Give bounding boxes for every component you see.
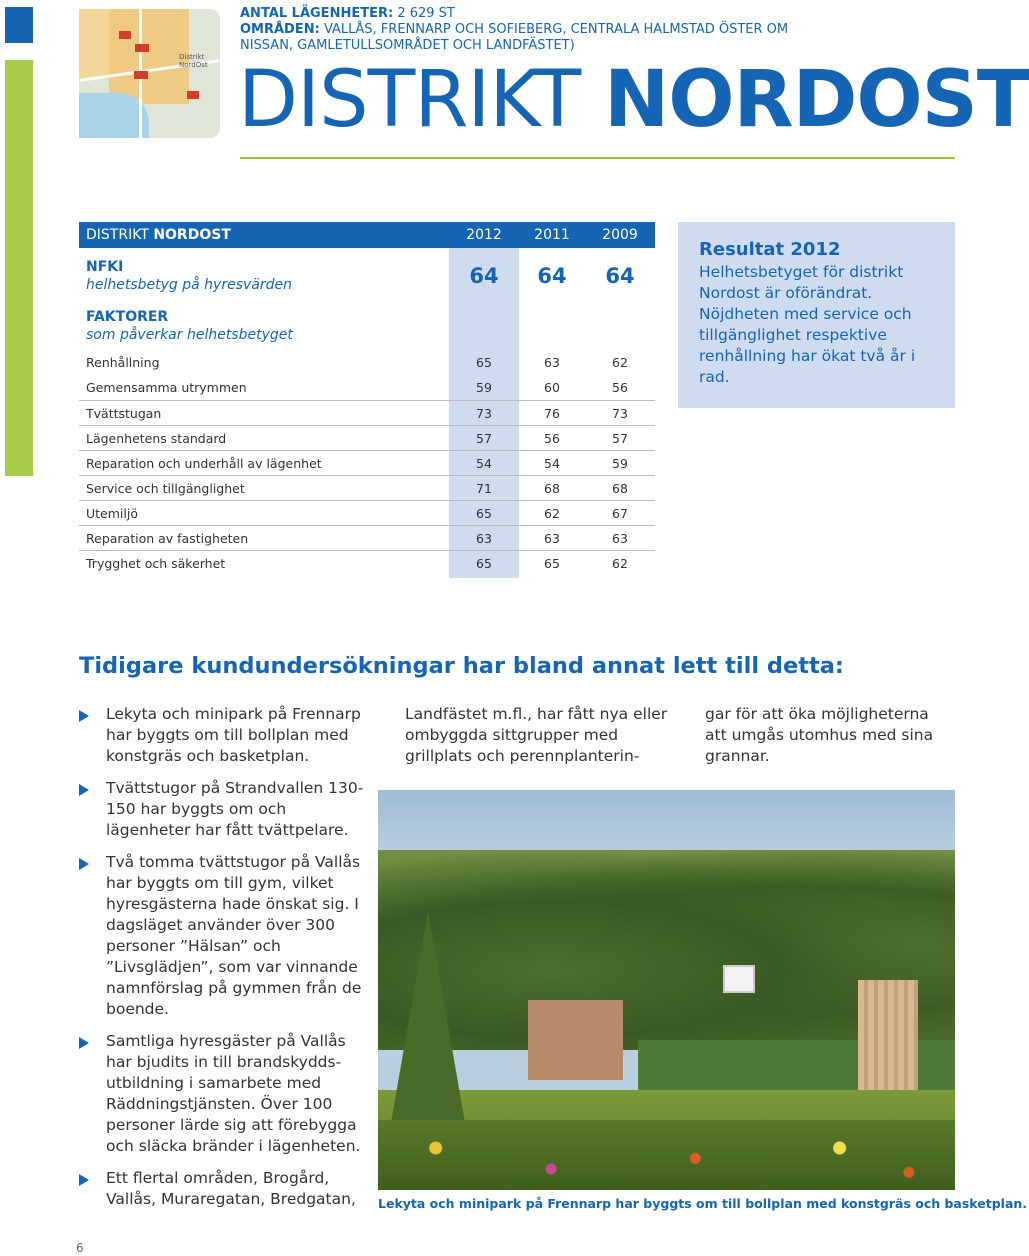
- score-table: [79, 222, 655, 571]
- page-number: 6: [76, 1241, 84, 1255]
- nfki-2012: 64: [469, 264, 499, 288]
- table-row: Gemensamma utrymmen 59 60 56: [86, 380, 628, 395]
- map-district-label: Distrikt NordOst: [179, 53, 208, 70]
- table-row: Lägenhetens standard 57 56 57: [79, 425, 655, 450]
- list-item: Två tomma tvättstugor på Vallås har byggts om till gym, vilket hyresgästerna hade önskat sig. I dagsläget använder över 300 personer ”Hälsan” och ”Livsglädjen”, som var vinnande namnförslag på gymmen från de boende.: [79, 852, 369, 1020]
- table-row: Tvättstugan 73 76 73: [79, 400, 655, 425]
- nfki-2009: 64: [605, 264, 635, 288]
- district-map: [79, 9, 220, 138]
- arrow-bullet-icon: [79, 858, 89, 870]
- body-column-3: gar för att öka möjligheterna att umgås utomhus med sina grannar.: [705, 705, 934, 765]
- year-2012: 2012: [466, 227, 502, 243]
- body-column-2: Landfästet m.fl., har fått nya eller ombyggda sittgrupper med grillplats och perennplanterin-: [405, 705, 668, 765]
- table-row: Reparation och underhåll av lägenhet 54 54 59: [79, 450, 655, 475]
- side-accent-bar: [5, 60, 33, 476]
- list-item: Lekyta och minipark på Frennarp har byggts om till bollplan med konstgräs och basketplan.: [79, 704, 369, 767]
- areas-value-2: NISSAN, GAMLETULLSOMRÅDET OCH LANDFÄSTET): [240, 38, 575, 53]
- table-row: Utemiljö 65 62 67: [79, 500, 655, 525]
- result-heading: Resultat 2012: [699, 239, 841, 260]
- areas-value-1: VALLÅS, FRENNARP OCH SOFIEBERG, CENTRALA HALMSTAD ÖSTER OM: [323, 22, 789, 37]
- table-row: Renhållning 65 63 62: [86, 355, 628, 370]
- title-thin: DISTRIKT: [238, 55, 581, 145]
- section-title: Tidigare kundundersökningar har bland annat lett till detta:: [79, 653, 844, 679]
- corner-block: [5, 7, 33, 43]
- result-text: Helhetsbetyget för distrikt Nordost är oförändrat. Nöjdheten med service och tillgänglighet respektive renhållning har ökat två år i rad.: [699, 263, 916, 386]
- table-row: Reparation av fastigheten 63 63 63: [79, 525, 655, 550]
- areas-label: OMRÅDEN:: [240, 22, 320, 37]
- park-photo: [378, 790, 955, 1190]
- page-title: [238, 55, 1029, 145]
- header-meta: [240, 6, 800, 54]
- arrow-bullet-icon: [79, 1037, 89, 1049]
- result-box: [678, 222, 955, 408]
- table-row: Service och tillgänglighet 71 68 68: [79, 475, 655, 500]
- title-divider: [240, 157, 955, 159]
- year-2009: 2009: [602, 227, 638, 243]
- table-header: DISTRIKT NORDOST 2012 2011 2009: [79, 222, 655, 248]
- arrow-bullet-icon: [79, 1174, 89, 1186]
- nfki-2011: 64: [537, 264, 567, 288]
- list-item: Samtliga hyresgäster på Vallås har bjudits in till brandskydds-utbildning i samarbete med Räddningstjänsten. Över 100 personer lärde sig att förebygga och släcka bränder i lägenheten.: [79, 1031, 369, 1157]
- arrow-bullet-icon: [79, 784, 89, 796]
- table-row: Trygghet och säkerhet 65 65 62: [79, 550, 655, 575]
- photo-caption: Lekyta och minipark på Frennarp har byggts om till bollplan med konstgräs och basketplan.: [378, 1196, 1028, 1211]
- faktorer-label: FAKTORER som påverkar helhetsbetyget: [86, 309, 293, 343]
- title-bold: NORDOST: [603, 55, 1029, 145]
- year-2011: 2011: [534, 227, 570, 243]
- list-item: Ett flertal områden, Brogård, Vallås, Muraregatan, Bredgatan,: [79, 1168, 369, 1210]
- count-label: ANTAL LÄGENHETER:: [240, 6, 394, 21]
- nfki-label: NFKI helhetsbetyg på hyresvärden: [86, 259, 292, 293]
- count-value: 2 629 ST: [397, 6, 455, 21]
- list-item: Tvättstugor på Strandvallen 130-150 har byggts om och lägenheter har fått tvättpelare.: [79, 778, 369, 841]
- bullet-list: [79, 704, 369, 1221]
- arrow-bullet-icon: [79, 710, 89, 722]
